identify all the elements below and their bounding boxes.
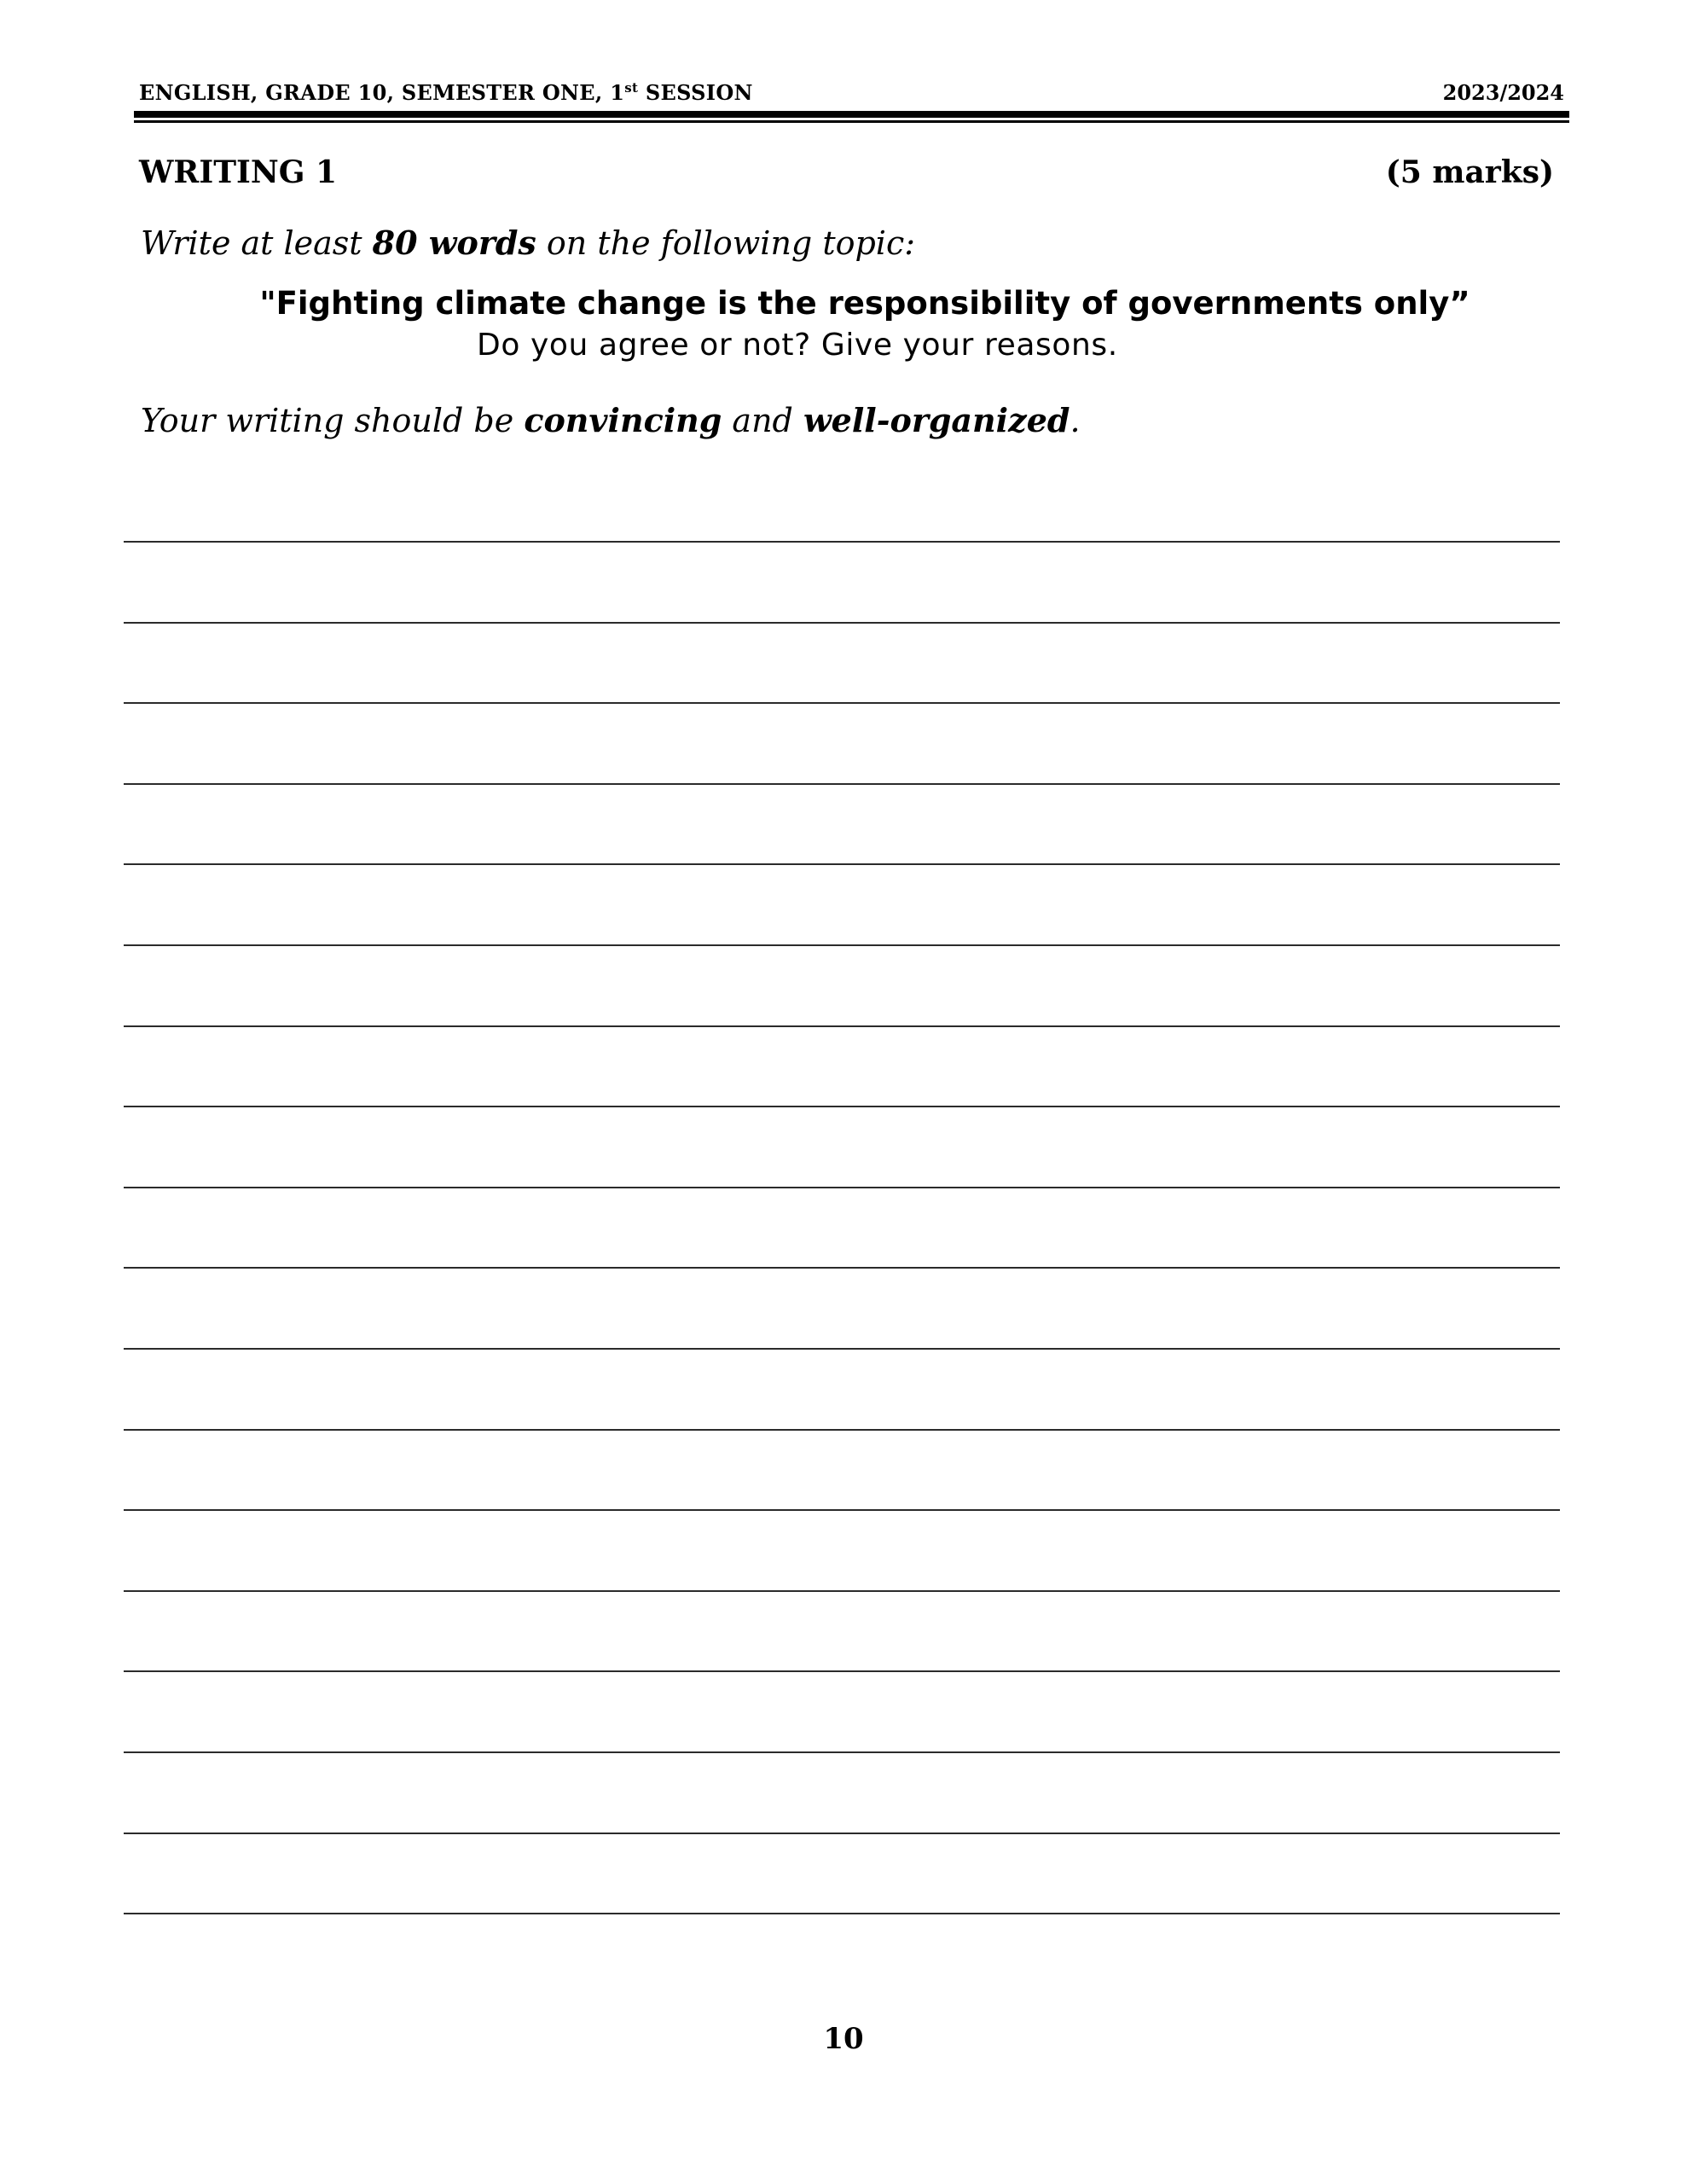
answer-line (124, 1025, 1560, 1027)
answer-line (124, 1429, 1560, 1431)
answer-line (124, 1187, 1560, 1188)
topic-question: Do you agree or not? Give your reasons. (477, 328, 1118, 363)
header-title-suffix: SESSION (638, 80, 753, 105)
answer-line (124, 1670, 1560, 1672)
answer-writing-area[interactable] (124, 0, 1560, 2184)
instruction-word-count: 80 words (372, 224, 536, 262)
answer-line (124, 1590, 1560, 1592)
answer-line (124, 1267, 1560, 1269)
header-title-prefix: ENGLISH, GRADE 10, SEMESTER ONE, 1 (139, 80, 625, 105)
page-number: 10 (823, 2022, 864, 2056)
instruction-before: Write at least (141, 224, 373, 262)
answer-line (124, 541, 1560, 543)
criteria-convincing: convincing (524, 401, 722, 439)
header-title-superscript: st (624, 80, 639, 96)
criteria-before: Your writing should be (141, 402, 525, 439)
instruction-after: on the following topic: (536, 224, 916, 262)
answer-line (124, 944, 1560, 946)
answer-line (124, 1509, 1560, 1511)
answer-line (124, 1833, 1560, 1834)
answer-line (124, 1348, 1560, 1350)
section-title: WRITING 1 (139, 154, 338, 190)
answer-line (124, 1913, 1560, 1914)
criteria-after: . (1070, 402, 1081, 439)
answer-line (124, 622, 1560, 624)
answer-line (124, 702, 1560, 704)
answer-line (124, 863, 1560, 865)
topic-statement: "Fighting climate change is the responsibility of governments only” (259, 285, 1470, 322)
answer-line (124, 783, 1560, 785)
academic-year: 2023/2024 (1442, 80, 1564, 105)
section-marks: (5 marks) (1385, 154, 1554, 190)
criteria-well-organized: well-organized (803, 401, 1070, 439)
criteria-middle: and (722, 402, 803, 439)
answer-line (124, 1751, 1560, 1753)
answer-line (124, 1106, 1560, 1107)
